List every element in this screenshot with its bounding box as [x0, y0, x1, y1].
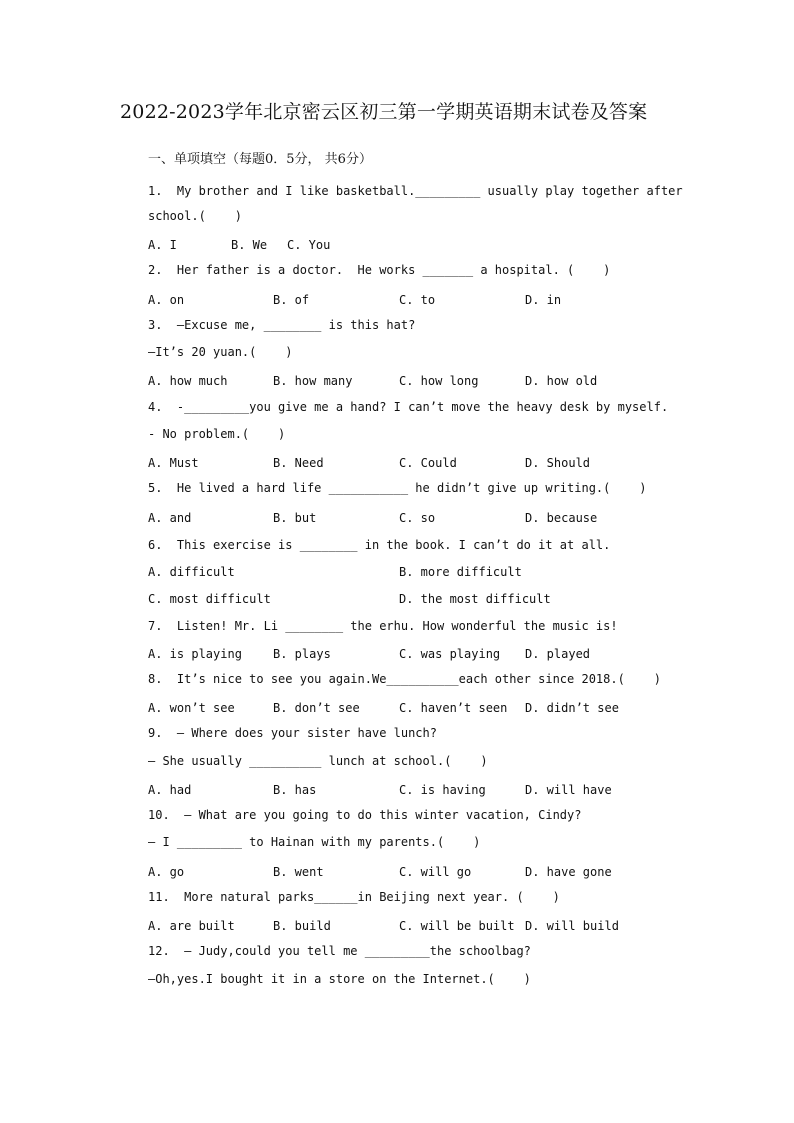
- question-2-line-1: 2. Her father is a doctor. He works _______ a hospital. ( ): [148, 263, 611, 277]
- question-12-line-1: 12. — Judy,could you tell me _________the schoolbag?: [148, 944, 531, 958]
- question-3-line-2: —It’s 20 yuan.( ): [148, 345, 293, 359]
- option-a: A. had: [148, 783, 192, 797]
- question-5-line-1: 5. He lived a hard life ___________ he didn’t give up writing.( ): [148, 481, 647, 495]
- option-c: C. so: [399, 511, 436, 525]
- question-1-line-1: 1. My brother and I like basketball._________ usually play together after: [148, 184, 683, 198]
- page-title: 2022-2023学年北京密云区初三第一学期英语期末试卷及答案: [120, 101, 648, 123]
- question-1-options: [148, 236, 688, 254]
- option-a: A. difficult: [148, 565, 235, 579]
- option-d: D. will have: [525, 783, 612, 797]
- question-8-line-1: 8. It’s nice to see you again.We__________each other since 2018.( ): [148, 672, 661, 686]
- option-a: A. and: [148, 511, 192, 525]
- question-2-options: [148, 291, 688, 309]
- option-b: B. build: [273, 919, 331, 933]
- question-7-options: [148, 645, 688, 663]
- option-c: C. to: [399, 293, 436, 307]
- option-c: C. most difficult: [148, 592, 271, 606]
- option-b: B. We: [231, 238, 268, 252]
- question-4-line-2: - No problem.( ): [148, 427, 286, 441]
- question-9-options: [148, 781, 688, 799]
- option-c: C. You: [287, 238, 331, 252]
- question-5-options: [148, 509, 688, 527]
- option-b: B. went: [273, 865, 324, 879]
- option-c: C. will go: [399, 865, 472, 879]
- option-b: B. don’t see: [273, 701, 360, 715]
- option-b: B. plays: [273, 647, 331, 661]
- option-a: A. is playing: [148, 647, 242, 661]
- option-a: A. go: [148, 865, 185, 879]
- option-a: A. won’t see: [148, 701, 235, 715]
- question-3-options: [148, 372, 688, 390]
- option-d: D. how old: [525, 374, 598, 388]
- option-b: B. but: [273, 511, 317, 525]
- option-d: D. in: [525, 293, 562, 307]
- option-d: D. because: [525, 511, 598, 525]
- option-c: C. haven’t seen: [399, 701, 508, 715]
- question-4-options: [148, 454, 688, 472]
- question-6-options-row-1: [148, 563, 688, 581]
- question-9-line-2: — She usually __________ lunch at school.( ): [148, 754, 488, 768]
- question-11-line-1: 11. More natural parks______in Beijing next year. ( ): [148, 890, 560, 904]
- question-6-line-1: 6. This exercise is ________ in the book. I can’t do it at all.: [148, 538, 611, 552]
- question-11-options: [148, 917, 688, 935]
- option-c: C. will be built: [399, 919, 515, 933]
- question-8-options: [148, 699, 688, 717]
- option-a: A. how much: [148, 374, 228, 388]
- option-b: B. has: [273, 783, 317, 797]
- question-7-line-1: 7. Listen! Mr. Li ________ the erhu. How wonderful the music is!: [148, 619, 618, 633]
- option-b: B. of: [273, 293, 310, 307]
- option-a: A. are built: [148, 919, 235, 933]
- question-10-options: [148, 863, 688, 881]
- question-10-line-2: — I _________ to Hainan with my parents.( ): [148, 835, 481, 849]
- question-10-line-1: 10. — What are you going to do this winter vacation, Cindy?: [148, 808, 582, 822]
- question-1-line-2: school.( ): [148, 209, 242, 223]
- question-12-line-2: —Oh,yes.I bought it in a store on the Internet.( ): [148, 972, 531, 986]
- option-b: B. how many: [273, 374, 353, 388]
- option-d: D. didn’t see: [525, 701, 619, 715]
- option-c: C. how long: [399, 374, 479, 388]
- option-c: C. Could: [399, 456, 457, 470]
- question-4-line-1: 4. -_________you give me a hand? I can’t move the heavy desk by myself.: [148, 400, 669, 414]
- option-d: D. played: [525, 647, 591, 661]
- option-d: D. the most difficult: [399, 592, 551, 606]
- option-d: D. Should: [525, 456, 591, 470]
- option-a: A. on: [148, 293, 185, 307]
- section-heading: 一、单项填空（每题0．5分， 共6分）: [148, 152, 372, 167]
- question-3-line-1: 3. —Excuse me, ________ is this hat?: [148, 318, 416, 332]
- question-9-line-1: 9. — Where does your sister have lunch?: [148, 726, 437, 740]
- option-d: D. have gone: [525, 865, 612, 879]
- option-d: D. will build: [525, 919, 619, 933]
- option-a: A. Must: [148, 456, 199, 470]
- option-a: A. I: [148, 238, 177, 252]
- question-6-options-row-2: [148, 590, 688, 608]
- option-c: C. is having: [399, 783, 486, 797]
- option-b: B. Need: [273, 456, 324, 470]
- option-b: B. more difficult: [399, 565, 522, 579]
- option-c: C. was playing: [399, 647, 501, 661]
